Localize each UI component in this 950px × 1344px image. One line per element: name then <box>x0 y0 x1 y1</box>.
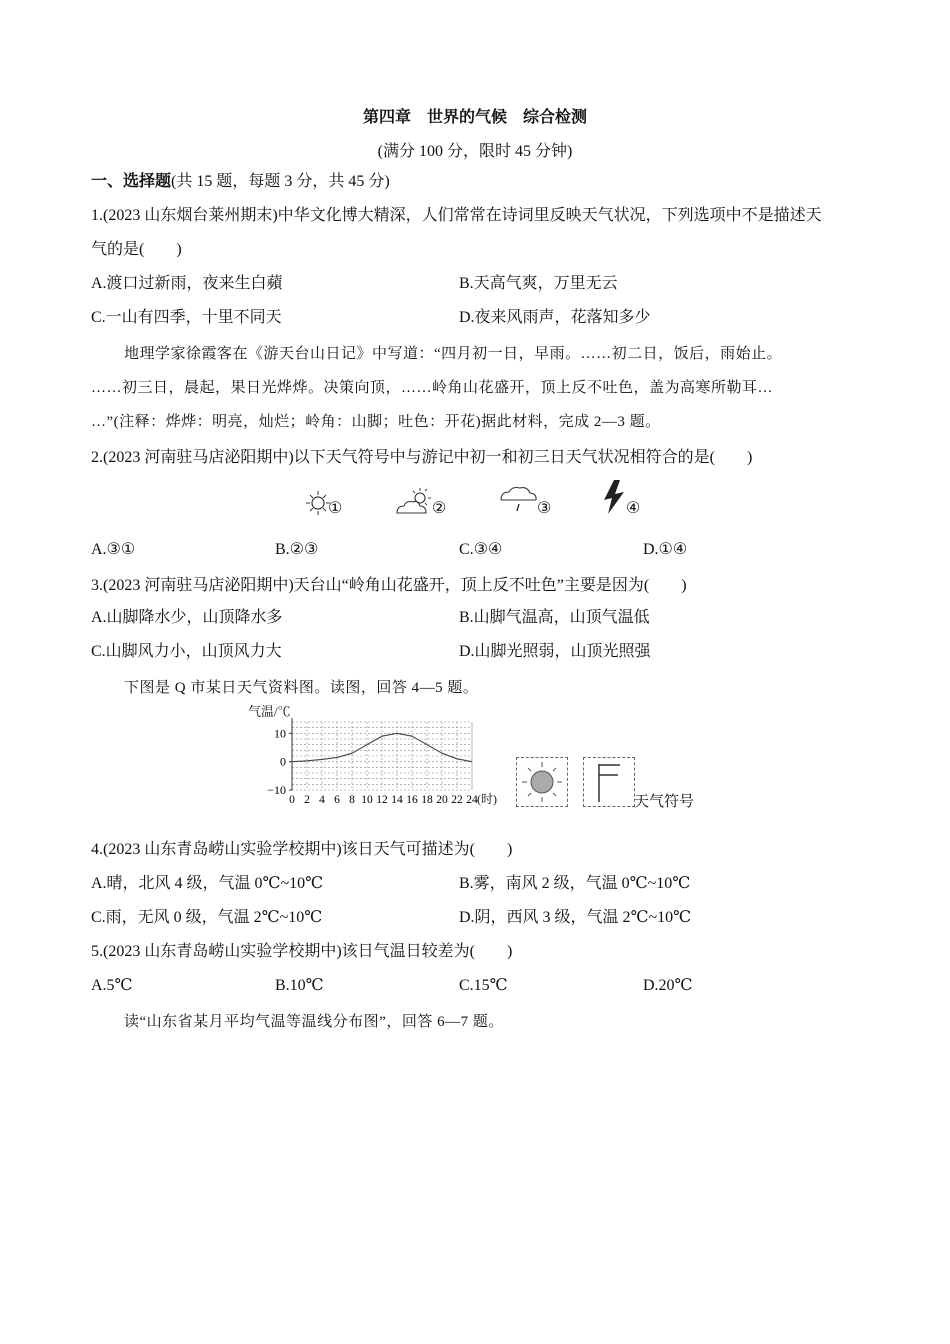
weather-symbol-caption: 天气符号 <box>634 794 695 810</box>
q4-option-c: C.雨，无风 0 级，气温 2℃~10℃ <box>91 909 323 926</box>
wind-flag-icon <box>584 758 634 806</box>
section-title: 一、选择题 <box>91 173 172 190</box>
chart-x-tick-label: 20 <box>436 794 448 806</box>
q5-option-a: A.5℃ <box>91 977 133 994</box>
q2-option-b: B.②③ <box>275 541 319 558</box>
q3-stem: 3.(2023 河南驻马店泌阳期中)天台山“岭角山花盛开，顶上反不吐色”主要是因为( ) <box>91 577 687 594</box>
material2-intro: 下图是 Q 市某日天气资料图。读图，回答 4—5 题。 <box>124 680 479 696</box>
chart-y-tick-label: −10 <box>267 783 286 797</box>
chart-y-tick-label: 0 <box>280 754 286 769</box>
q5-option-c: C.15℃ <box>459 977 508 994</box>
symbol-label-1: ① <box>328 500 343 517</box>
q3-option-c: C.山脚风力小，山顶风力大 <box>91 643 282 660</box>
symbol-label-3: ③ <box>537 500 552 517</box>
chart-x-tick-label: 10 <box>361 794 373 806</box>
chart-x-tick-label: 18 <box>421 794 433 806</box>
material1-line3: …”(注释：烨烨：明亮，灿烂；岭角：山脚；吐色：开花)据此材料，完成 2—3 题。 <box>91 414 661 430</box>
chart-x-tick-label: 24 <box>466 794 478 806</box>
q3-option-d: D.山脚光照弱，山顶光照强 <box>459 643 651 660</box>
q1-option-d: D.夜来风雨声，花落知多少 <box>459 309 651 326</box>
q1-option-c: C.一山有四季，十里不同天 <box>91 309 282 326</box>
chart-x-tick-label: 0 <box>289 794 295 806</box>
q2-option-c: C.③④ <box>459 541 503 558</box>
rain-icon <box>497 484 539 518</box>
chart-y-ticks <box>267 726 292 797</box>
q5-option-d: D.20℃ <box>643 977 693 994</box>
weather-symbol-box <box>516 757 568 807</box>
q4-option-b: B.雾，南风 2 级，气温 0℃~10℃ <box>459 875 691 892</box>
partly-cloudy-icon <box>394 486 434 518</box>
q3-option-a: A.山脚降水少，山顶降水多 <box>91 609 283 626</box>
q5-option-b: B.10℃ <box>275 977 324 994</box>
wind-symbol-box <box>583 757 635 807</box>
q5-stem: 5.(2023 山东青岛崂山实验学校期中)该日气温日较差为( ) <box>91 943 513 960</box>
q1-stem-line1: 1.(2023 山东烟台莱州期末)中华文化博大精深，人们常常在诗词里反映天气状况，下列选项中不是描述天 <box>91 207 822 224</box>
q4-stem: 4.(2023 山东青岛崂山实验学校期中)该日天气可描述为( ) <box>91 841 513 858</box>
lightning-icon <box>600 478 628 516</box>
chart-x-tick-label: 12 <box>376 794 388 806</box>
chart-x-tick-label: 6 <box>334 794 340 806</box>
q1-option-b: B.天高气爽，万里无云 <box>459 275 618 292</box>
q4-option-a: A.晴，北风 4 级，气温 0℃~10℃ <box>91 875 324 892</box>
chart-x-tick-label: 2 <box>304 794 310 806</box>
symbol-label-2: ② <box>432 500 447 517</box>
chart-x-axis-label: (时) <box>477 792 497 806</box>
q4-option-d: D.阴，西风 3 级，气温 2℃~10℃ <box>459 909 692 926</box>
q3-option-b: B.山脚气温高，山顶气温低 <box>459 609 650 626</box>
material1-line1: 地理学家徐霞客在《游天台山日记》中写道：“四月初一日，早雨。……初二日，饭后，雨始止。 <box>124 346 783 362</box>
chart-x-tick-label: 14 <box>391 794 403 806</box>
section-note: (共 15 题，每题 3 分，共 45 分) <box>171 173 390 190</box>
section-heading <box>91 172 390 192</box>
q2-option-a: A.③① <box>91 541 136 558</box>
sunny-icon <box>517 758 567 806</box>
q2-stem: 2.(2023 河南驻马店泌阳期中)以下天气符号中与游记中初一和初三日天气状况相符合的是( ) <box>91 449 753 466</box>
q1-stem-line2: 气的是( ) <box>91 241 182 258</box>
chart-x-tick-label: 4 <box>319 794 325 806</box>
material3-intro: 读“山东省某月平均气温等温线分布图”，回答 6—7 题。 <box>124 1014 504 1030</box>
material1-line2: ……初三日，晨起，果日光烨烨。决策向顶，……岭角山花盛开，顶上反不吐色，盖为高寒所勒耳… <box>91 380 774 396</box>
chart-x-tick-label: 8 <box>349 794 355 806</box>
page-title: 第四章 世界的气候 综合检测 <box>362 109 587 126</box>
q2-option-d: D.①④ <box>643 541 688 558</box>
page-subtitle: (满分 100 分，限时 45 分钟) <box>377 143 573 160</box>
symbol-label-4: ④ <box>626 500 641 517</box>
chart-y-tick-label: 10 <box>274 726 286 741</box>
q1-option-a: A.渡口过新雨，夜来生白蘋 <box>91 275 283 292</box>
chart-x-tick-label: 22 <box>451 794 463 806</box>
chart-y-axis-label: 气温/℃ <box>248 704 291 719</box>
chart-x-tick-label: 16 <box>406 794 418 806</box>
temperature-line-chart <box>244 700 504 812</box>
chart-x-ticks <box>289 794 478 806</box>
